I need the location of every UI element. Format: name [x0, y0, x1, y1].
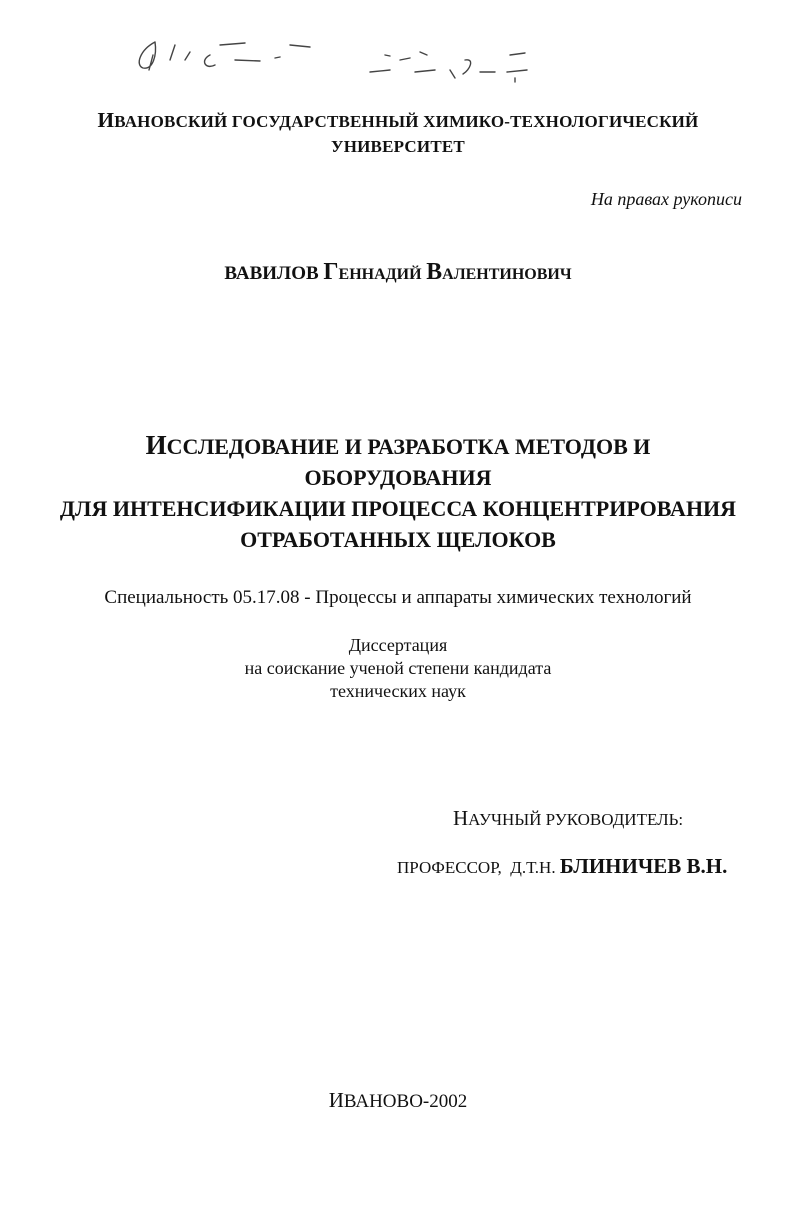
- title-line-3: ДЛЯ ИНТЕНСИФИКАЦИИ ПРОЦЕССА КОНЦЕНТРИРОВАНИЯ: [59, 496, 737, 521]
- author-name: [0, 259, 796, 286]
- supervisor-line: [397, 854, 727, 879]
- initial-letter: И: [145, 430, 167, 460]
- title-line-1: [0, 430, 796, 462]
- initial-letter: И: [97, 108, 115, 132]
- supervisor-label: [453, 806, 683, 831]
- university-line-1: [0, 108, 796, 133]
- place-year-text: ВАНОВО-2002: [343, 1091, 468, 1112]
- manuscript-note: На правах рукописи: [590, 189, 742, 209]
- title-line-4: ОТРАБОТАННЫХ ЩЕЛОКОВ: [240, 527, 556, 552]
- place-year: [0, 1088, 796, 1113]
- title-line-1-text: ССЛЕДОВАНИЕ И РАЗРАБОТКА МЕТОДОВ И: [166, 434, 651, 459]
- university-line-1-text: ВАНОВСКИЙ ГОСУДАРСТВЕННЫЙ ХИМИКО-ТЕХНОЛОГИЧЕСКИЙ: [114, 112, 699, 131]
- supervisor-title: ПРОФЕССОР, Д.Т.Н.: [397, 858, 556, 877]
- handwritten-annotation: [135, 30, 545, 90]
- initial-letter: В: [426, 259, 443, 285]
- author-first-name: ЕННАДИЙ: [338, 266, 422, 283]
- supervisor-label-text: АУЧНЫЙ РУКОВОДИТЕЛЬ:: [468, 810, 684, 829]
- dissertation-line-3: технических наук: [330, 681, 466, 701]
- specialty: Специальность 05.17.08 - Процессы и аппараты химических технологий: [104, 587, 692, 608]
- initial-letter: Н: [453, 806, 469, 830]
- author-patronymic: АЛЕНТИНОВИЧ: [442, 266, 572, 283]
- university-line-2: УНИВЕРСИТЕТ: [331, 137, 465, 156]
- dissertation-title: [0, 430, 796, 555]
- initial-letter: Г: [323, 259, 339, 285]
- title-line-2: ОБОРУДОВАНИЯ: [304, 465, 492, 490]
- initial-letter: И: [328, 1088, 344, 1112]
- dissertation-line-1: Диссертация: [348, 635, 448, 655]
- university-name: [0, 108, 796, 157]
- supervisor-name: БЛИНИЧЕВ В.Н.: [559, 854, 728, 878]
- dissertation-line-2: на соискание ученой степени кандидата: [244, 658, 552, 678]
- dissertation-type: [0, 634, 796, 703]
- author-surname: ВАВИЛОВ: [224, 263, 319, 284]
